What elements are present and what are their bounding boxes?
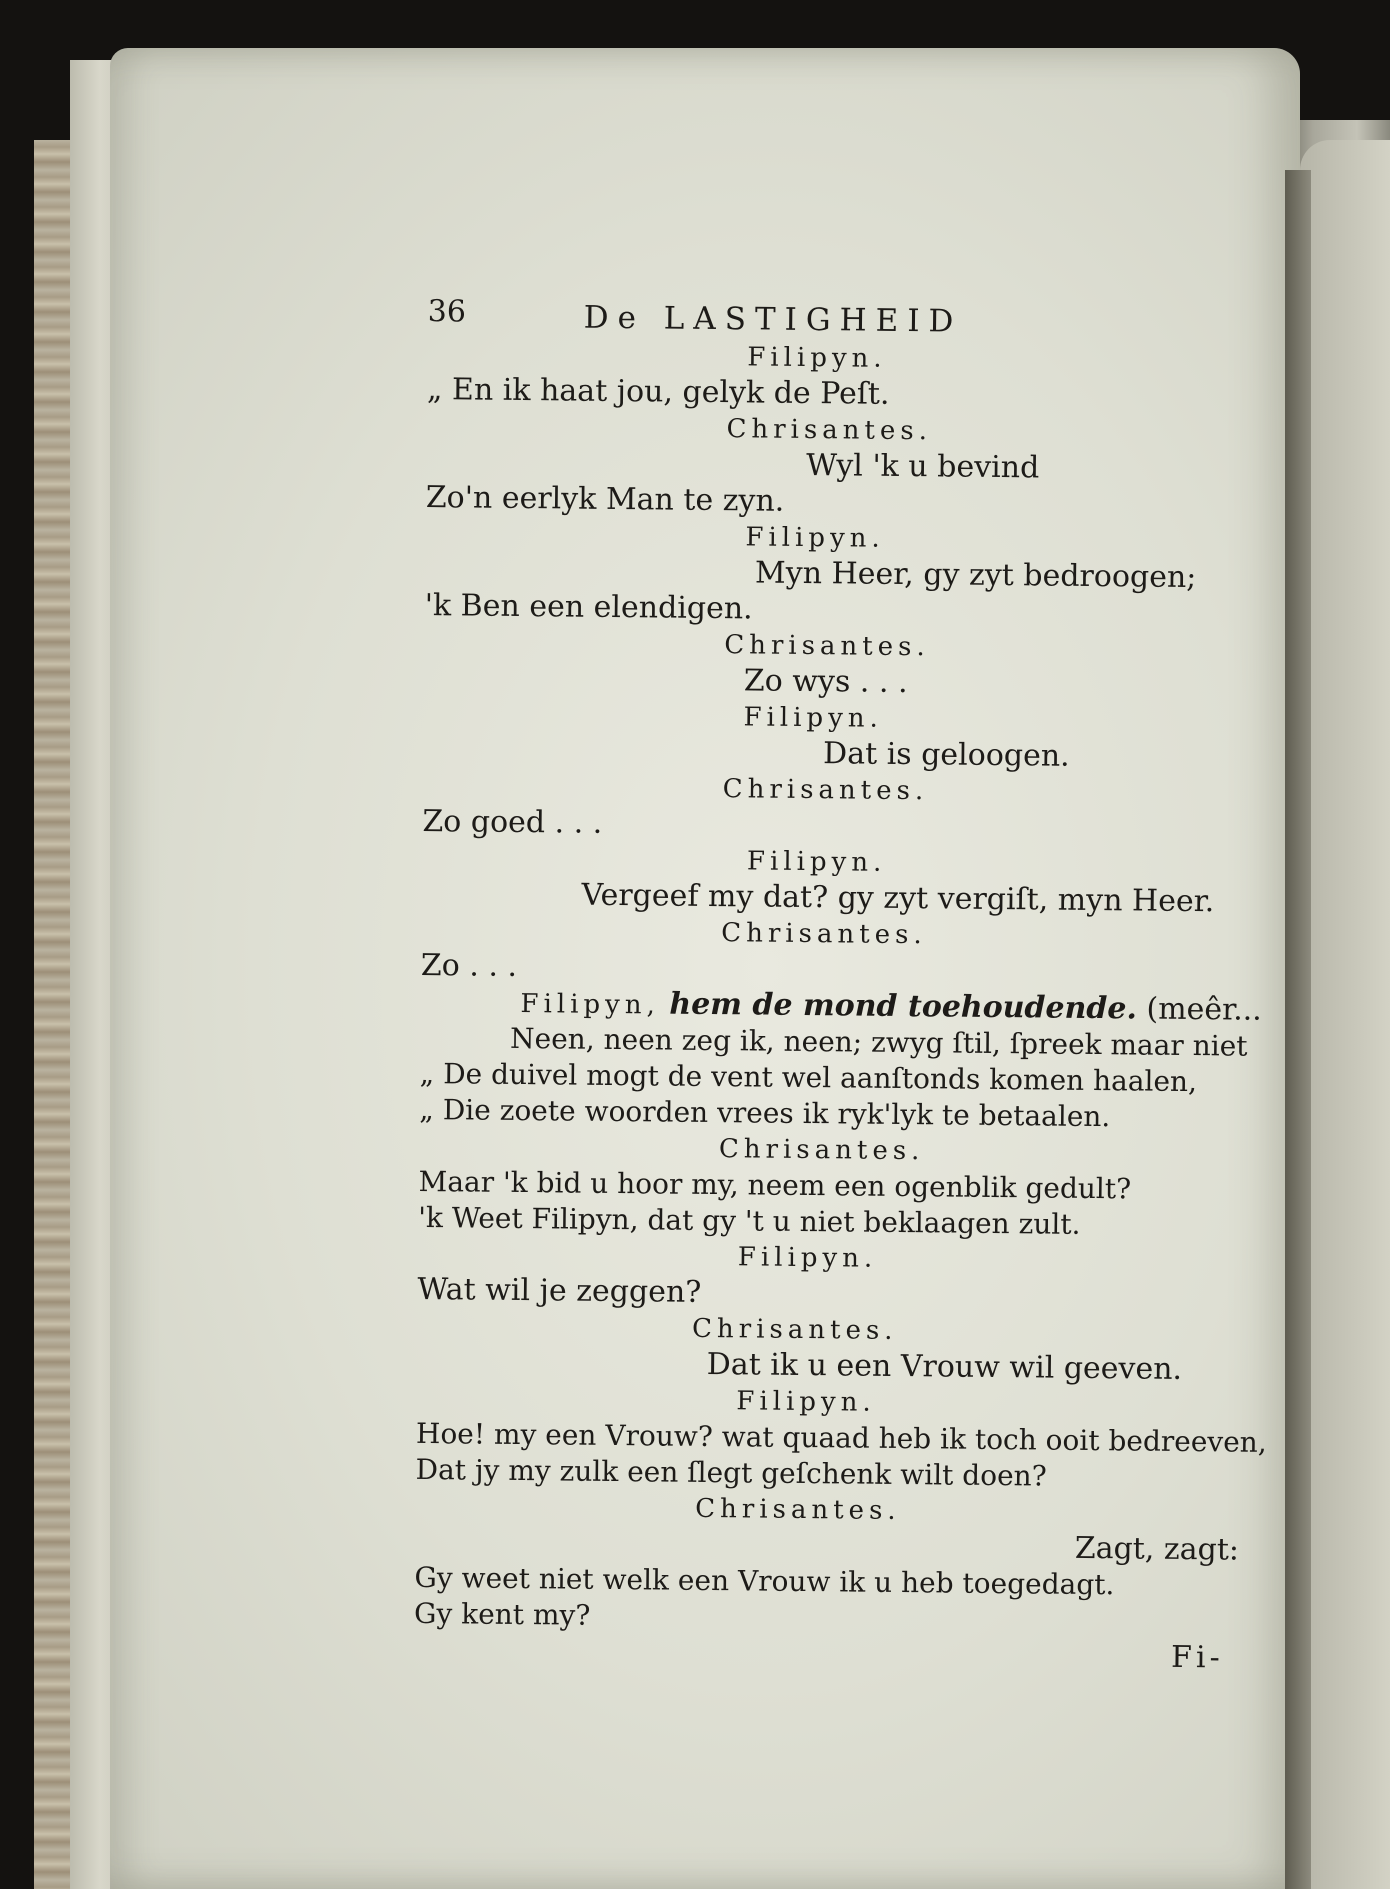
verse-fragment: (meêr... xyxy=(1146,991,1262,1028)
speaker-line: Chrisantes. xyxy=(718,1134,925,1167)
verse-line: Neen, neen zeg ik, neen; zwyg ſtil, ſpreek maar niet xyxy=(509,1021,1248,1063)
speaker-line: Filipyn. xyxy=(747,342,887,374)
speaker-line: Chrisantes. xyxy=(726,414,933,447)
verse-line: Zo . . . xyxy=(420,947,518,984)
verse-line: Vergeef my dat? gy zyt vergiſt, myn Heer. xyxy=(581,877,1215,920)
verse-line: „ En ik haat jou, gelyk de Peſt. xyxy=(426,371,890,412)
verse-line: Dat ik u een Vrouw wil geeven. xyxy=(706,1346,1183,1387)
book-gutter xyxy=(1285,170,1311,1889)
speaker-name: Filipyn, xyxy=(520,989,660,1021)
speaker-line: Filipyn. xyxy=(736,1386,876,1418)
page-number: 36 xyxy=(427,293,467,330)
verse-line: 'k Ben een elendigen. xyxy=(424,587,753,627)
verse-line: Gy weet niet welk een Vrouw ik u heb toegedagt. xyxy=(414,1560,1115,1602)
running-head xyxy=(427,288,1257,345)
speaker-line: Chrisantes. xyxy=(691,1313,898,1346)
catchword: Fi- xyxy=(1170,1639,1224,1676)
verse-line: Maar 'k bid u hoor my, neem een ogenblik gedult? xyxy=(418,1164,1132,1206)
speaker-line: Chrisantes. xyxy=(722,774,929,807)
verse-line: „ Die zoete woorden vrees ik ryk'lyk te betaalen. xyxy=(419,1092,1111,1134)
verse-line: Hoe! my een Vrouw? wat quaad heb ik toch ooit bedreeven, xyxy=(415,1416,1267,1459)
verse-line: Gy kent my? xyxy=(413,1596,591,1632)
verse-line: Dat jy my zulk een ſlegt geſchenk wilt doen? xyxy=(415,1452,1047,1493)
speaker-line: Chrisantes. xyxy=(695,1493,901,1527)
speaker-line: Chrisantes. xyxy=(721,918,927,951)
speaker-line: Filipyn. xyxy=(745,522,885,554)
verse-line: Zo'n eerlyk Man te zyn. xyxy=(425,479,785,519)
page-text-block xyxy=(413,288,1267,1677)
speaker-line: Filipyn. xyxy=(737,1242,878,1274)
verse-line: Zo wys . . . xyxy=(743,663,908,701)
speaker-line: Chrisantes. xyxy=(724,630,930,663)
speaker-line: Filipyn. xyxy=(746,846,887,878)
verse-line: 'k Weet Filipyn, dat gy 't u niet beklaagen zult. xyxy=(418,1200,1081,1241)
verse-line: Dat is geloogen. xyxy=(822,736,1070,774)
facing-page xyxy=(1300,140,1390,1889)
stage-direction: hem de mond toehoudende. xyxy=(669,986,1138,1027)
verse-line: Zagt, zagt: xyxy=(1074,1530,1240,1568)
verse-line: Wat wil je zeggen? xyxy=(417,1271,702,1310)
running-title: De LASTIGHEID xyxy=(583,299,963,340)
verse-line: „ De duivel mogt de vent wel aanſtonds komen haalen, xyxy=(419,1056,1198,1099)
speaker-line: Filipyn. xyxy=(743,702,883,734)
verse-line: Wyl 'k u bevind xyxy=(805,447,1040,486)
verse-line: Zo goed . . . xyxy=(422,803,603,841)
verse-line: Myn Heer, gy zyt bedroogen; xyxy=(754,555,1197,596)
